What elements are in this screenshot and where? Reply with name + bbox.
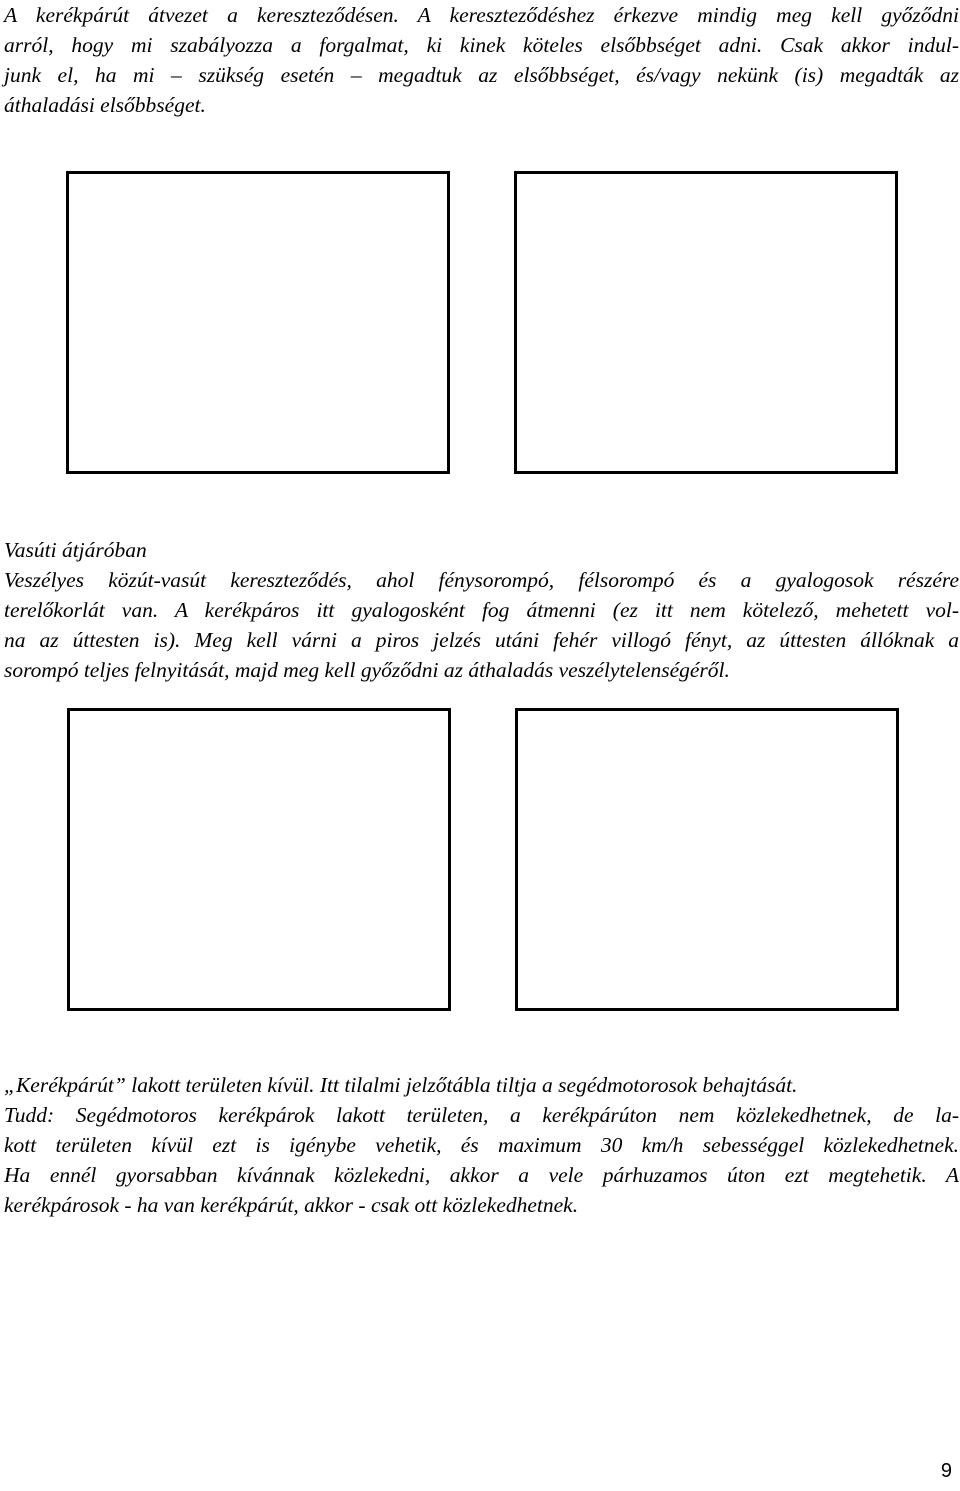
intro-line: junk el, ha mi – szükség esetén – megadtuk az elsőbbséget, és/vagy nekünk (is) megadták az xyxy=(4,63,959,87)
intro-line: A kerékpárút átvezet a kereszteződésen. A kereszteződéshez érkezve mindig meg kell győződni xyxy=(4,3,959,27)
bikepath-line: kerékpárosok - ha van kerékpárút, akkor - csak ott közlekedhetnek. xyxy=(4,1193,579,1217)
image-frame xyxy=(66,171,450,474)
railway-line: Veszélyes közút-vasút kereszteződés, ahol fénysorompó, félsorompó és a gyalogosok részére xyxy=(4,568,959,592)
railway-line: terelőkorlát van. A kerékpáros itt gyalogosként fog átmenni (ez itt nem kötelező, mehetett vol- xyxy=(4,598,959,622)
intro-paragraph xyxy=(4,0,959,120)
bikepath-heading: „Kerékpárút” lakott területen kívül. Itt tilalmi jelzőtábla tiltja a segédmotorosok behajtását. xyxy=(4,1073,798,1097)
bikepath-section xyxy=(4,1070,959,1220)
bikepath-line: Ha ennél gyorsabban kívánnak közlekedni, akkor a vele párhuzamos úton ezt megtehetik. A xyxy=(4,1163,959,1187)
bikepath-line: Tudd: Segédmotoros kerékpárok lakott területen, a kerékpárúton nem közlekedhetnek, de la- xyxy=(4,1103,959,1127)
railway-line: sorompó teljes felnyitását, majd meg kell győződni az áthaladás veszélytelenségéről. xyxy=(4,658,730,682)
railway-section xyxy=(4,535,959,685)
image-frame xyxy=(67,708,451,1011)
image-frame xyxy=(515,708,899,1011)
bikepath-line: kott területen kívül ezt is igénybe vehetik, és maximum 30 km/h sebességgel közlekedhetnek. xyxy=(4,1133,959,1157)
railway-line: na az úttesten is). Meg kell várni a piros jelzés utáni fehér villogó fényt, az úttesten állóknak a xyxy=(4,628,959,652)
railway-heading: Vasúti átjáróban xyxy=(4,538,147,562)
intro-line: áthaladási elsőbbséget. xyxy=(4,93,206,117)
image-frame xyxy=(514,171,898,474)
intro-line: arról, hogy mi szabályozza a forgalmat, ki kinek köteles elsőbbséget adni. Csak akkor indul- xyxy=(4,33,959,57)
page-number: 9 xyxy=(940,1460,952,1482)
